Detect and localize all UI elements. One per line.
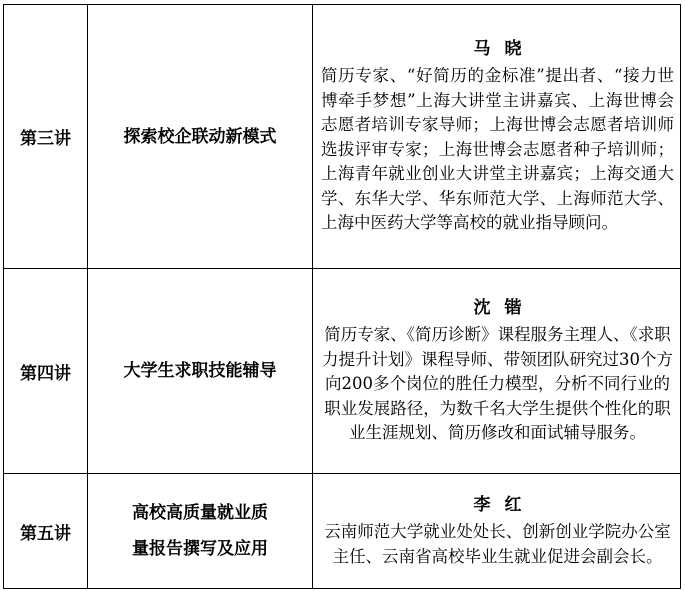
table-row: [4, 269, 681, 474]
lecture-title: 探索校企联动新模式: [88, 5, 313, 269]
lecture-table: [3, 4, 681, 589]
speaker-bio: 云南师范大学就业处处长、创新创业学院办公室主任、云南省高校毕业生就业促进会副会长。: [324, 522, 671, 566]
speaker-name: 马晓: [473, 39, 536, 60]
lecture-title: 高校高质量就业质量报告撰写及应用: [88, 474, 313, 589]
table-row: [4, 474, 681, 589]
speaker-name: 沈锴: [473, 298, 536, 319]
lecture-title: 大学生求职技能辅导: [88, 269, 313, 474]
speaker-cell: [313, 474, 681, 589]
table-row: [4, 5, 681, 269]
speaker-cell: [313, 269, 681, 474]
speaker-bio: 简历专家、《简历诊断》课程服务主理人、《求职力提升计划》课程导师、带领团队研究过30个方向200多个岗位的胜任力模型，分析不同行业的职业发展路径，为数千名大学生提供个性化的职业生涯规划、简历修改和面试辅导服务。: [322, 325, 673, 443]
speaker-cell: [313, 5, 681, 269]
speaker-bio: 简历专家、“好简历的金标准”提出者、“接力世博牵手梦想”上海大讲堂主讲嘉宾、上海世博会志愿者培训专家导师；上海世博会志愿者培训师选拔评审专家；上海世博会志愿者种子培训师；上海青年就业创业大讲堂主讲嘉宾；上海交通大学、东华大学、华东师范大学、上海师范大学、上海中医药大学等高校的就业指导顾问。: [321, 66, 674, 233]
lecture-number: 第四讲: [4, 269, 88, 474]
speaker-name: 李红: [473, 495, 536, 515]
lecture-number: 第五讲: [4, 474, 88, 589]
lecture-number: 第三讲: [4, 5, 88, 269]
